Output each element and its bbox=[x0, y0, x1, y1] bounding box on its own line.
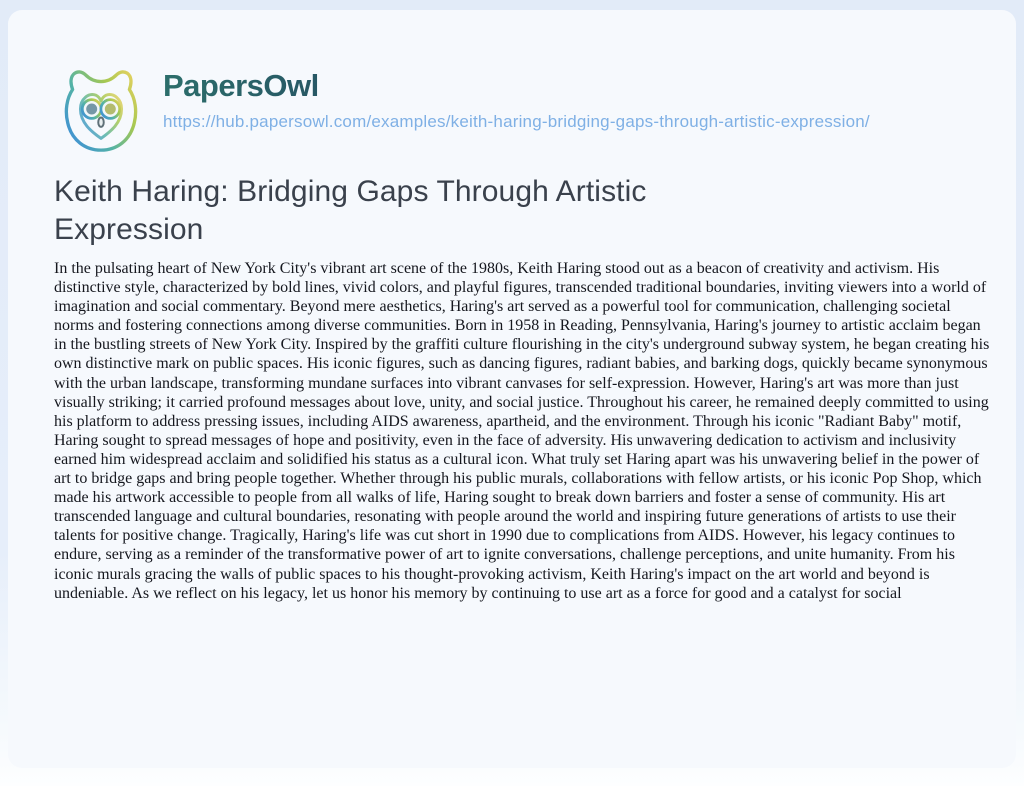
source-url-link[interactable]: https://hub.papersowl.com/examples/keith-haring-bridging-gaps-through-artistic-expression/ bbox=[163, 111, 870, 131]
owl-logo-icon bbox=[52, 62, 150, 156]
brand-name: PapersOwl bbox=[163, 68, 870, 104]
essay-title: Keith Haring: Bridging Gaps Through Artistic Expression bbox=[54, 175, 647, 246]
brand-block bbox=[163, 62, 870, 132]
essay-body-text: In the pulsating heart of New York City's vibrant art scene of the 1980s, Keith Haring stood out as a beacon of creativity and activism. His distinctive style, characterized by bold lines, vivid colors, and playful figures, transcended traditional boundaries, inviting viewers into a world of imagination and social commentary. Beyond mere aesthetics, Haring's art served as a powerful tool for communication, challenging societal norms and fostering connections among diverse communities. Born in 1958 in Reading, Pennsylvania, Haring's journey to artistic acclaim began in the bustling streets of New York City. Inspired by the graffiti culture flourishing in the city's underground subway system, he began creating his own distinctive mark on public spaces. His iconic figures, such as dancing figures, radiant babies, and barking dogs, quickly became synonymous with the urban landscape, transforming mundane surfaces into vibrant canvases for self-expression. However, Haring's art was more than just visually striking; it carried profound messages about love, unity, and social justice. Throughout his career, he remained deeply committed to using his platform to address pressing issues, including AIDS awareness, apartheid, and the environment. Through his iconic "Radiant Baby" motif, Haring sought to spread messages of hope and positivity, even in the face of adversity. His unwavering dedication to activism and inclusivity earned him widespread acclaim and solidified his status as a cultural icon. What truly set Haring apart was his unwavering belief in the power of art to bridge gaps and bring people together. Whether through his public murals, collaborations with fellow artists, or his iconic Pop Shop, which made his artwork accessible to people from all walks of life, Haring sought to break down barriers and foster a sense of community. His art transcended language and cultural boundaries, resonating with people around the world and inspiring future generations of artists to use their talents for positive change. Tragically, Haring's life was cut short in 1990 due to complications from AIDS. However, his legacy continues to endure, serving as a reminder of the transformative power of art to ignite conversations, challenge perceptions, and unite humanity. From his iconic murals gracing the walls of public spaces to his thought-provoking activism, Keith Haring's impact on the art world and beyond is undeniable. As we reflect on his legacy, let us honor his memory by continuing to use art as a force for good and a catalyst for social bbox=[54, 260, 990, 602]
papersowl-header bbox=[52, 62, 870, 156]
document-card bbox=[8, 10, 1016, 768]
